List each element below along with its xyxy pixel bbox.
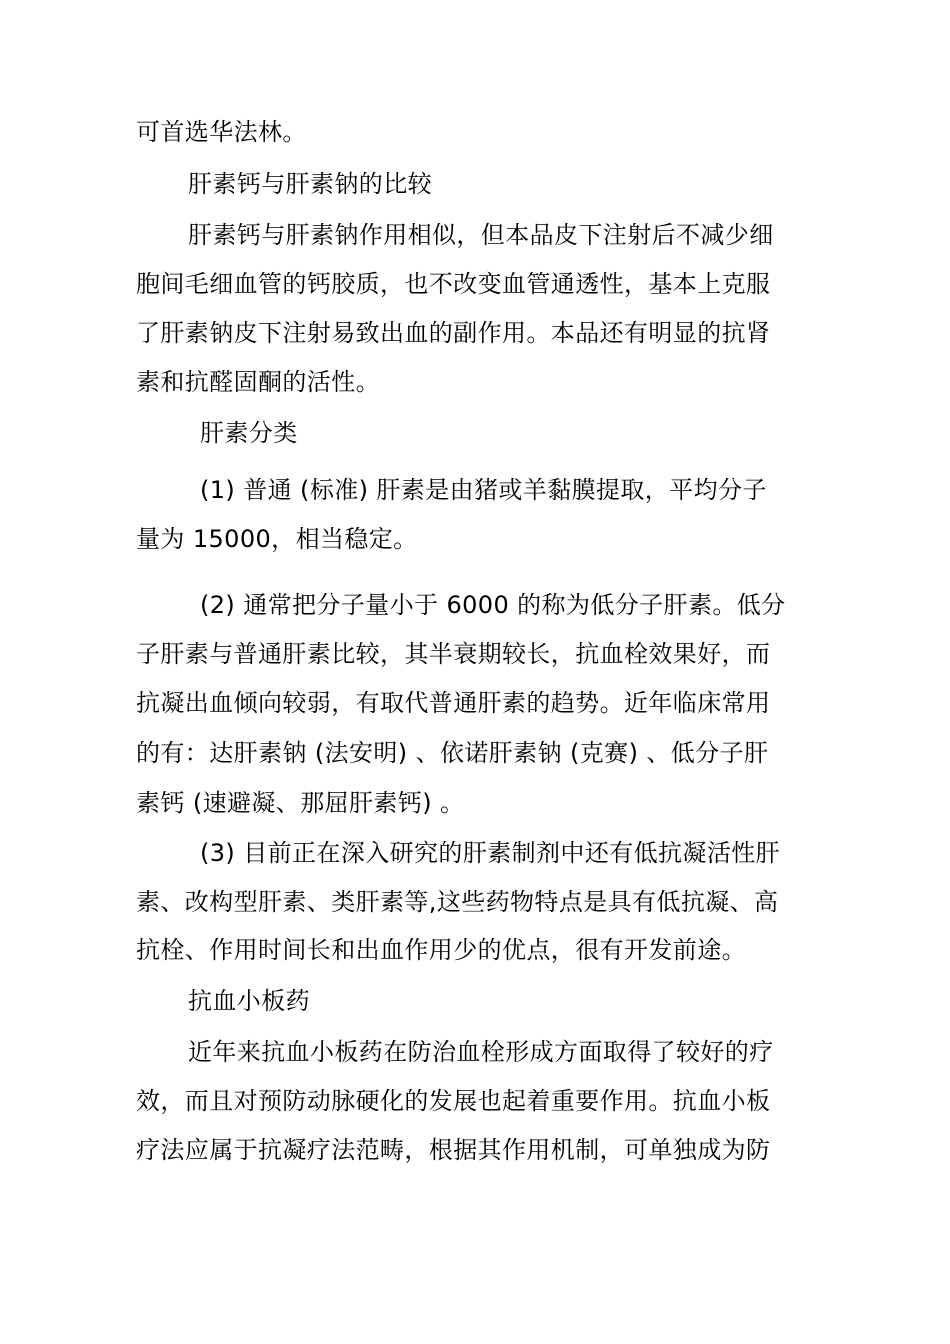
text-line: 肝素钙与肝素钠作用相似，但本品皮下注射后不减少细 bbox=[188, 221, 774, 249]
section-heading: 肝素分类 bbox=[200, 419, 298, 447]
text-line: (3) 目前正在深入研究的肝素制剂中还有低抗凝活性肝 bbox=[200, 839, 781, 867]
text-line: 了肝素钠皮下注射易致出血的副作用。本品还有明显的抗肾 bbox=[136, 319, 771, 347]
text-line: 疗法应属于抗凝疗法范畴，根据其作用机制，可单独成为防 bbox=[136, 1136, 771, 1164]
text-line: (1) 普通 (标准) 肝素是由猪或羊黏膜提取，平均分子 bbox=[200, 476, 767, 504]
text-line: 的有：达肝素钠 (法安明) 、依诺肝素钠 (克赛) 、低分子肝 bbox=[136, 739, 769, 767]
section-heading: 肝素钙与肝素钠的比较 bbox=[188, 170, 432, 198]
text-line: (2) 通常把分子量小于 6000 的称为低分子肝素。低分 bbox=[200, 591, 786, 619]
text-line: 效，而且对预防动脉硬化的发展也起着重要作用。抗血小板 bbox=[136, 1087, 771, 1115]
text-line: 素、改构型肝素、类肝素等,这些药物特点是具有低抗凝、高 bbox=[136, 888, 779, 916]
text-line: 素钙 (速避凝、那屈肝素钙) 。 bbox=[136, 789, 465, 817]
text-line: 素和抗醛固酮的活性。 bbox=[136, 368, 380, 396]
text-line: 子肝素与普通肝素比较，其半衰期较长，抗血栓效果好，而 bbox=[136, 640, 771, 668]
text-line: 抗栓、作用时间长和出血作用少的优点，很有开发前途。 bbox=[136, 936, 746, 964]
text-line: 近年来抗血小板药在防治血栓形成方面取得了较好的疗 bbox=[188, 1038, 774, 1066]
text-line: 胞间毛细血管的钙胶质，也不改变血管通透性，基本上克服 bbox=[136, 270, 771, 298]
text-line: 抗凝出血倾向较弱，有取代普通肝素的趋势。近年临床常用 bbox=[136, 689, 771, 717]
section-heading: 抗血小板药 bbox=[188, 987, 310, 1015]
text-line: 量为 15000，相当稳定。 bbox=[136, 525, 418, 553]
text-line: 可首选华法林。 bbox=[136, 118, 307, 146]
